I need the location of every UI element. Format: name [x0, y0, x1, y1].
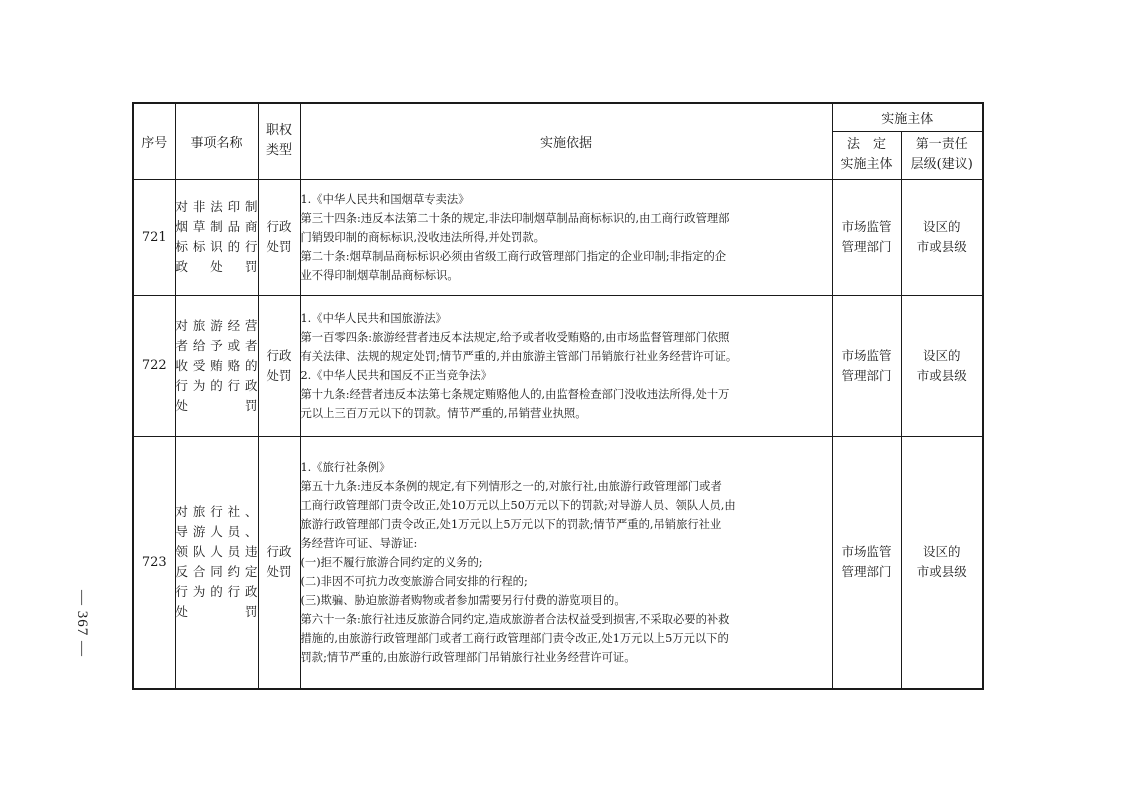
legal-basis-line: 第六十一条:旅行社违反旅游合同约定,造成旅游者合法权益受到损害,不采取必要的补救 — [300, 612, 730, 626]
item-name-line: 烟草制品商 — [175, 219, 258, 234]
legal-basis-line: 第十九条:经营者违反本法第七条规定贿赂他人的,由监督检查部门没收违法所得,处十万 — [300, 387, 730, 401]
item-name-line: 导游人员、 — [175, 524, 258, 540]
item-name-line: 处罚 — [175, 397, 258, 413]
item-name-line: 领队人员违 — [175, 544, 258, 560]
table-row — [133, 295, 983, 436]
legal-basis-line: 元以上三百万元以下的罚款。情节严重的,吊销营业执照。 — [300, 406, 587, 420]
row-power-type — [258, 436, 300, 689]
regulation-table — [132, 102, 984, 690]
responsibility-level-line: 市或县级 — [916, 367, 967, 383]
header-type-line1: 职权 — [265, 123, 292, 139]
legal-basis-line: 工商行政管理部门责令改正,处10万元以上50万元以下的罚款;对导游人员、领队人员,由 — [300, 498, 736, 512]
item-name-line: 对旅行社、 — [175, 504, 258, 520]
item-name-line: 对旅游经营 — [175, 317, 258, 333]
table-row — [133, 179, 983, 295]
legal-basis-line: 有关法律、法规的规定处罚;情节严重的,并由旅游主管部门吊销旅行社业务经营许可证。 — [300, 349, 738, 363]
row-legal-subject — [832, 295, 901, 436]
legal-basis-line: 2.《中华人民共和国反不正当竞争法》 — [300, 368, 493, 382]
table-header — [133, 103, 983, 179]
responsibility-level-line: 设区的 — [923, 347, 961, 363]
row-item-name — [175, 436, 258, 689]
legal-basis-line: 措施的,由旅游行政管理部门或者工商行政管理部门责令改正,处1万元以上5万元以下的 — [300, 631, 729, 645]
legal-basis-line: 1.《中华人民共和国烟草专卖法》 — [300, 192, 470, 206]
item-name-line: 标标识的行 — [175, 239, 258, 254]
legal-subject-line: 管理部门 — [841, 239, 892, 254]
row-legal-basis — [300, 436, 832, 689]
power-type-line: 处罚 — [266, 367, 292, 383]
legal-basis-line: 旅游行政管理部门责令改正,处1万元以上5万元以下的罚款;情节严重的,吊销旅行社业 — [300, 517, 722, 531]
legal-basis-line: 1.《旅行社条例》 — [300, 460, 391, 474]
legal-basis-line: 务经营许可证、导游证: — [300, 536, 418, 550]
responsibility-level-line: 市或县级 — [916, 239, 967, 254]
legal-basis-line: 门销毁印制的商标标识,没收违法所得,并处罚款。 — [300, 230, 545, 244]
legal-basis-line: 第一百零四条:旅游经营者违反本法规定,给予或者收受贿赂的,由市场监督管理部门依照 — [300, 330, 730, 344]
header-type-line2: 类型 — [265, 143, 292, 159]
item-name-line: 者给予或者 — [175, 337, 258, 353]
legal-basis-line: 罚款;情节严重的,由旅游行政管理部门吊销旅行社业务经营许可证。 — [300, 650, 636, 664]
header-basis: 实施依据 — [300, 103, 832, 179]
row-responsibility-level — [901, 179, 983, 295]
power-type-line: 行政 — [266, 347, 292, 363]
header-legal-subject — [832, 131, 901, 179]
row-legal-basis — [300, 295, 832, 436]
legal-basis-line: 业不得印制烟草制品商标标识。 — [300, 268, 459, 282]
row-seq: 723 — [133, 436, 175, 689]
power-type-line: 处罚 — [266, 564, 292, 580]
legal-subject-line: 管理部门 — [841, 367, 892, 383]
item-name-line: 行为的行政 — [175, 584, 258, 600]
legal-subject-line: 市场监管 — [841, 347, 892, 363]
row-item-name — [175, 179, 258, 295]
power-type-line: 行政 — [266, 544, 292, 560]
item-name-line: 政处罚 — [175, 259, 258, 274]
legal-subject-line: 管理部门 — [841, 564, 892, 580]
row-seq: 721 — [133, 179, 175, 295]
legal-basis-line: 1.《中华人民共和国旅游法》 — [300, 311, 447, 325]
item-name-line: 对非法印制 — [175, 199, 258, 214]
power-type-line: 处罚 — [266, 239, 292, 254]
item-name-line: 行为的行政 — [175, 377, 258, 393]
row-seq: 722 — [133, 295, 175, 436]
header-seq: 序号 — [133, 103, 175, 179]
responsibility-level-line: 市或县级 — [916, 564, 967, 580]
row-responsibility-level — [901, 436, 983, 689]
legal-basis-line: 第二十条:烟草制品商标标识必须由省级工商行政管理部门指定的企业印制;非指定的企 — [300, 249, 727, 263]
item-name-line: 收受贿赂的 — [175, 357, 258, 373]
item-name-line: 反合同约定 — [175, 564, 258, 580]
page-number: — 367 — — [74, 590, 90, 657]
row-legal-basis — [300, 179, 832, 295]
legal-subject-line: 市场监管 — [841, 219, 892, 234]
responsibility-level-line: 设区的 — [923, 544, 961, 560]
legal-subject-line: 市场监管 — [841, 544, 892, 560]
row-legal-subject — [832, 436, 901, 689]
header-name: 事项名称 — [175, 103, 258, 179]
header-level-line2: 层级(建议) — [910, 157, 973, 172]
header-responsibility-level — [901, 131, 983, 179]
row-item-name — [175, 295, 258, 436]
row-responsibility-level — [901, 295, 983, 436]
power-type-line: 行政 — [266, 219, 292, 234]
header-legal-line2: 实施主体 — [840, 157, 893, 172]
header-type — [258, 103, 300, 179]
legal-basis-line: 第五十九条:违反本条例的规定,有下列情形之一的,对旅行社,由旅游行政管理部门或者 — [300, 479, 722, 493]
legal-basis-line: (三)欺骗、胁迫旅游者购物或者参加需要另行付费的游览项目的。 — [300, 593, 626, 607]
row-power-type — [258, 179, 300, 295]
responsibility-level-line: 设区的 — [923, 219, 961, 234]
row-legal-subject — [832, 179, 901, 295]
header-subject-group: 实施主体 — [832, 103, 983, 131]
legal-basis-line: (二)非因不可抗力改变旅游合同安排的行程的; — [300, 574, 528, 588]
header-legal-line1: 法 定 — [846, 137, 886, 152]
row-power-type — [258, 295, 300, 436]
legal-basis-line: (一)拒不履行旅游合同约定的义务的; — [300, 555, 483, 569]
table-body — [133, 179, 983, 689]
item-name-line: 处罚 — [175, 604, 258, 620]
table-row — [133, 436, 983, 689]
header-level-line1: 第一责任 — [915, 137, 968, 152]
legal-basis-line: 第三十四条:违反本法第二十条的规定,非法印制烟草制品商标标识的,由工商行政管理部 — [300, 211, 730, 225]
